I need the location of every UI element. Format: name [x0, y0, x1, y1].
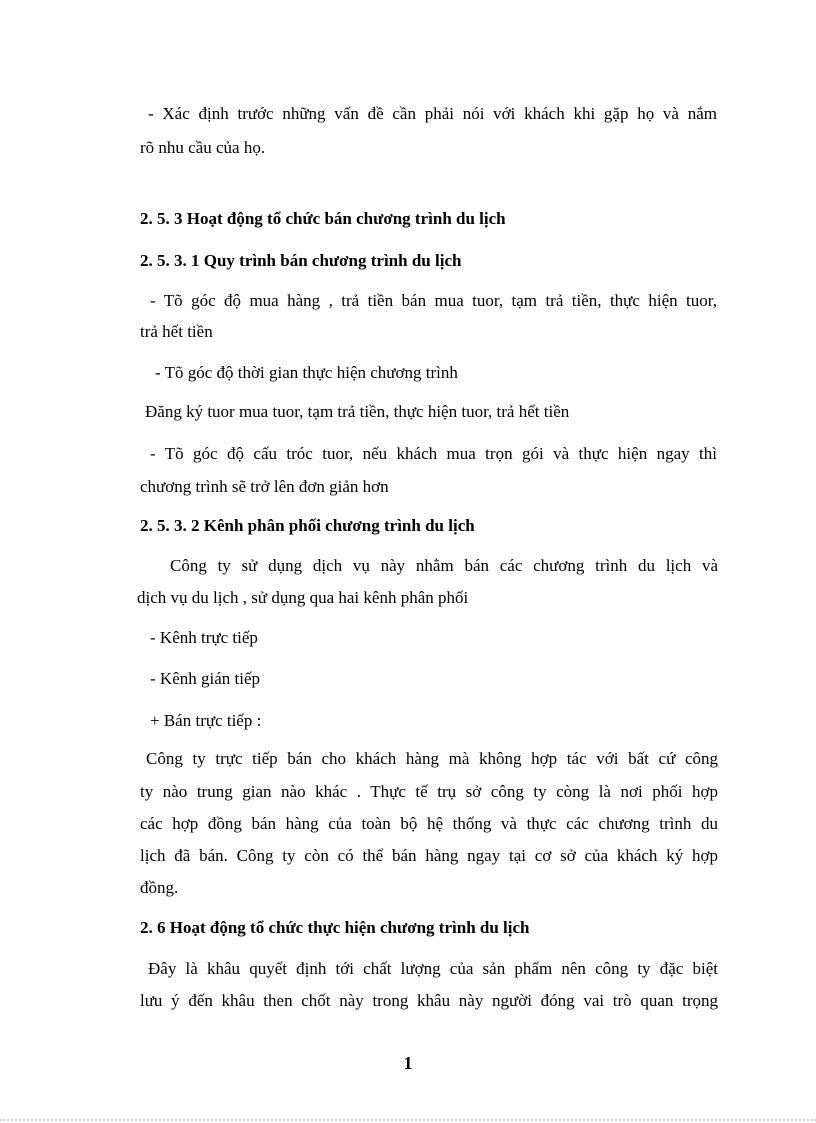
page-number: 1: [403, 1053, 413, 1073]
page-bottom-border: [0, 1119, 816, 1121]
paragraph-direct-sales-body: các hợp đồng bán hàng của toàn bộ hệ thống và thực các chương trình du: [140, 814, 718, 833]
paragraph-direct-sales-body: lịch đã bán. Công ty còn có thể bán hàng ngay tại cơ sở của khách ký hợp: [140, 846, 718, 865]
paragraph-implementation-body: Đây là khâu quyết định tới chất lượng của sản phẩm nên công ty đặc biệt: [148, 959, 718, 978]
subsection-heading-2-5-3-2: 2. 5. 3. 2 Kênh phân phối chương trình du lịch: [140, 516, 475, 535]
subsection-heading-2-5-3-1: 2. 5. 3. 1 Quy trình bán chương trình du lịch: [140, 251, 462, 270]
paragraph-implementation-body: lưu ý đến khâu then chốt này trong khâu này người đóng vai trò quan trọng: [140, 991, 718, 1010]
bullet-purchase-perspective: - Tõ góc độ mua hàng , trả tiền bán mua tuor, tạm trả tiền, thực hiện tuor,: [150, 291, 717, 310]
paragraph-continuation: dịch vụ du lịch , sử dụng qua hai kênh phân phối: [137, 588, 469, 607]
list-item-indirect-channel: - Kênh gián tiếp: [150, 669, 260, 688]
paragraph-continuation: trả hết tiền: [140, 322, 213, 341]
paragraph-distribution-intro: Công ty sử dụng dịch vụ này nhằm bán các chương trình du lịch và: [170, 556, 718, 575]
list-item-direct-channel: - Kênh trực tiếp: [150, 628, 258, 647]
bullet-time-perspective: - Tõ góc độ thời gian thực hiện chương trình: [155, 363, 458, 382]
paragraph-continuation: chương trình sẽ trở lên đơn giản hơn: [140, 477, 389, 496]
list-item-direct-sales: + Bán trực tiếp :: [150, 711, 262, 730]
paragraph-continuation: đồng.: [140, 878, 179, 897]
bullet-prepare-topics: - Xác định trước những vấn đề cần phải nói với khách khi gặp họ và nắm: [148, 104, 717, 123]
section-heading-2-5-3: 2. 5. 3 Hoạt động tổ chức bán chương trình du lịch: [140, 209, 506, 228]
bullet-structure-perspective: - Tõ góc độ cấu tróc tuor, nếu khách mua trọn gói và thực hiện ngay thì: [150, 444, 717, 463]
paragraph-direct-sales-body: Công ty trực tiếp bán cho khách hàng mà không hợp tác với bất cứ công: [146, 749, 718, 768]
section-heading-2-6: 2. 6 Hoạt động tổ chức thực hiện chương trình du lịch: [140, 918, 530, 937]
paragraph-continuation: rõ nhu cầu của họ.: [140, 138, 266, 157]
paragraph-direct-sales-body: ty nào trung gian nào khác . Thực tế trụ sở công ty còng là nơi phối hợp: [140, 782, 718, 801]
paragraph-registration-steps: Đăng ký tuor mua tuor, tạm trả tiền, thực hiện tuor, trả hết tiền: [145, 402, 570, 421]
